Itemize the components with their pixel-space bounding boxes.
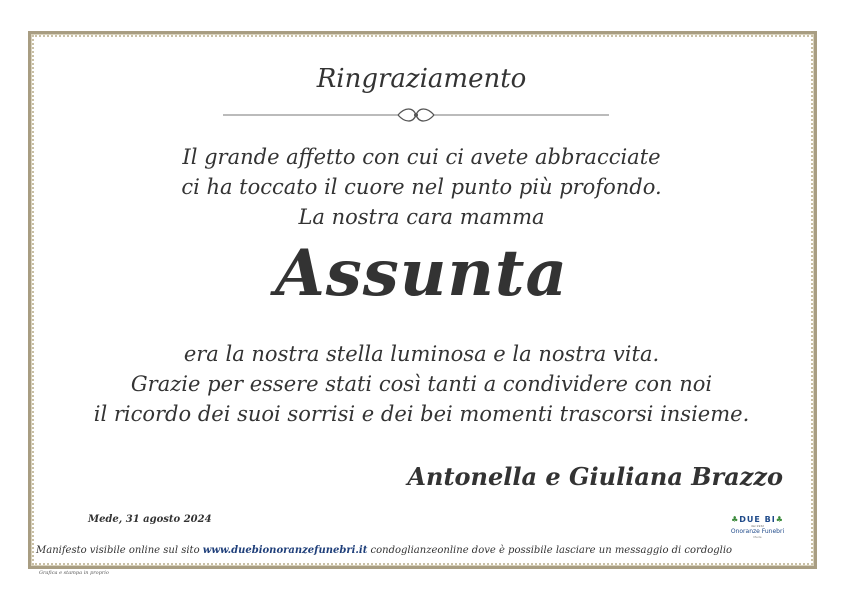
footer-suffix: condoglianzeonline dove è possibile lasciare un messaggio di cordoglio bbox=[367, 545, 733, 556]
message-line: ci ha toccato il cuore nel punto più profondo. bbox=[181, 175, 662, 199]
logo-town: Mede bbox=[753, 535, 762, 539]
message-line: il ricordo dei suoi sorrisi e dei bei momenti trascorsi insieme. bbox=[93, 402, 750, 426]
website-link[interactable]: www.duebionoranzefunebri.it bbox=[202, 545, 368, 556]
leaf-icon: ♣ bbox=[731, 515, 740, 524]
message-top bbox=[0, 142, 843, 232]
deceased-name: Assunta bbox=[275, 236, 568, 311]
logo-tagline: dal 1932 bbox=[750, 524, 765, 528]
title-divider-ornament bbox=[223, 104, 609, 126]
print-credit: Grafica e stampa in proprio bbox=[39, 570, 109, 576]
message-line: Grazie per essere stati così tanti a condividere con noi bbox=[130, 372, 713, 396]
logo-brand: DUE BI bbox=[739, 515, 776, 524]
logo-subtitle: Onoranze Funebri bbox=[730, 528, 785, 535]
funeral-home-logo bbox=[730, 515, 785, 539]
message-line: La nostra cara mamma bbox=[298, 205, 545, 229]
message-bottom bbox=[0, 339, 843, 429]
signature: Antonella e Giuliana Brazzo bbox=[407, 462, 783, 491]
notice-title: Ringraziamento bbox=[316, 64, 527, 94]
footer-note bbox=[36, 545, 732, 556]
place-date: Mede, 31 agosto 2024 bbox=[88, 514, 212, 525]
footer-prefix: Manifesto visibile online sul sito bbox=[36, 545, 203, 556]
message-line: era la nostra stella luminosa e la nostra vita. bbox=[183, 342, 660, 366]
message-line: Il grande affetto con cui ci avete abbracciate bbox=[182, 145, 661, 169]
leaf-icon: ♣ bbox=[775, 515, 784, 524]
